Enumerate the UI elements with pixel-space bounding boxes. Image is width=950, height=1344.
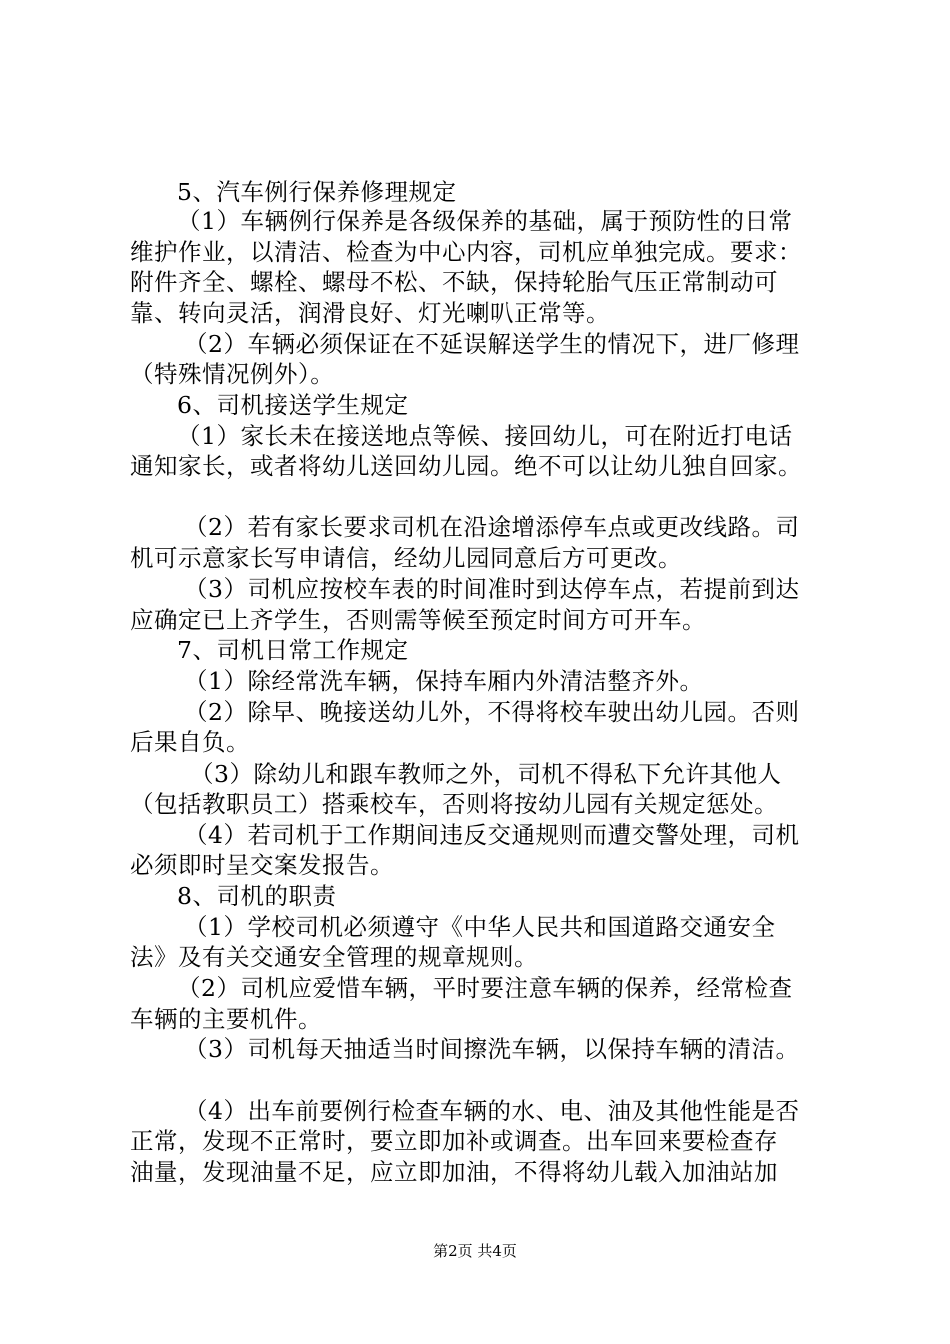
paragraph-line: 附件齐全、螺栓、螺母不松、不缺，保持轮胎气压正常制动可 xyxy=(130,268,778,296)
section-heading-6: 6、司机接送学生规定 xyxy=(177,391,409,419)
paragraph-line: （3）司机每天抽适当时间擦洗车辆，以保持车辆的清洁。 xyxy=(184,1035,800,1063)
paragraph-line: （1）学校司机必须遵守《中华人民共和国道路交通安全 xyxy=(184,913,776,941)
paragraph-line: 靠、转向灵活，润滑良好、灯光喇叭正常等。 xyxy=(130,299,610,327)
paragraph-line: 正常，发现不正常时，要立即加补或调查。出车回来要检查存 xyxy=(130,1127,778,1155)
section-heading-5: 5、汽车例行保养修理规定 xyxy=(177,178,457,206)
paragraph-line: （2）若有家长要求司机在沿途增添停车点或更改线路。司 xyxy=(184,513,800,541)
paragraph-line: （4）出车前要例行检查车辆的水、电、油及其他性能是否 xyxy=(184,1097,800,1125)
paragraph-line: 应确定已上齐学生，否则需等候至预定时间方可开车。 xyxy=(130,606,706,634)
paragraph-line: 必须即时呈交案发报告。 xyxy=(130,851,394,879)
paragraph-line: （4）若司机于工作期间违反交通规则而遭交警处理，司机 xyxy=(184,821,800,849)
paragraph-line: 机可示意家长写申请信，经幼儿园同意后方可更改。 xyxy=(130,544,682,572)
section-heading-8: 8、司机的职责 xyxy=(177,882,337,910)
paragraph-line: （1）车辆例行保养是各级保养的基础，属于预防性的日常 xyxy=(177,207,793,235)
paragraph-line: 法》及有关交通安全管理的规章规则。 xyxy=(130,943,538,971)
paragraph-line: （3）司机应按校车表的时间准时到达停车点，若提前到达 xyxy=(184,575,800,603)
paragraph-line: （1）家长未在接送地点等候、接回幼儿，可在附近打电话 xyxy=(177,422,793,450)
paragraph-line: 通知家长，或者将幼儿送回幼儿园。绝不可以让幼儿独自回家。 xyxy=(130,452,802,480)
paragraph-line: 车辆的主要机件。 xyxy=(130,1005,322,1033)
paragraph-line: （特殊情况例外）。 xyxy=(130,360,335,388)
paragraph-line: 维护作业，以清洁、检查为中心内容，司机应单独完成。要求： xyxy=(130,238,802,266)
paragraph-line: （2）除早、晚接送幼儿外，不得将校车驶出幼儿园。否则 xyxy=(184,698,800,726)
paragraph-line: （3）除幼儿和跟车教师之外，司机不得私下允许其他人 xyxy=(190,760,782,788)
section-heading-7: 7、司机日常工作规定 xyxy=(177,636,409,664)
paragraph-line: 后果自负。 xyxy=(130,728,250,756)
page-footer: 第2页 共4页 xyxy=(433,1242,517,1260)
paragraph-line: 油量，发现油量不足，应立即加油，不得将幼儿载入加油站加 xyxy=(130,1158,778,1186)
paragraph-line: （包括教职员工）搭乘校车，否则将按幼儿园有关规定惩处。 xyxy=(130,790,778,818)
paragraph-line: （2）车辆必须保证在不延误解送学生的情况下，进厂修理 xyxy=(184,330,800,358)
paragraph-line: （1）除经常洗车辆，保持车厢内外清洁整齐外。 xyxy=(184,667,704,695)
paragraph-line: （2）司机应爱惜车辆，平时要注意车辆的保养，经常检查 xyxy=(177,974,793,1002)
